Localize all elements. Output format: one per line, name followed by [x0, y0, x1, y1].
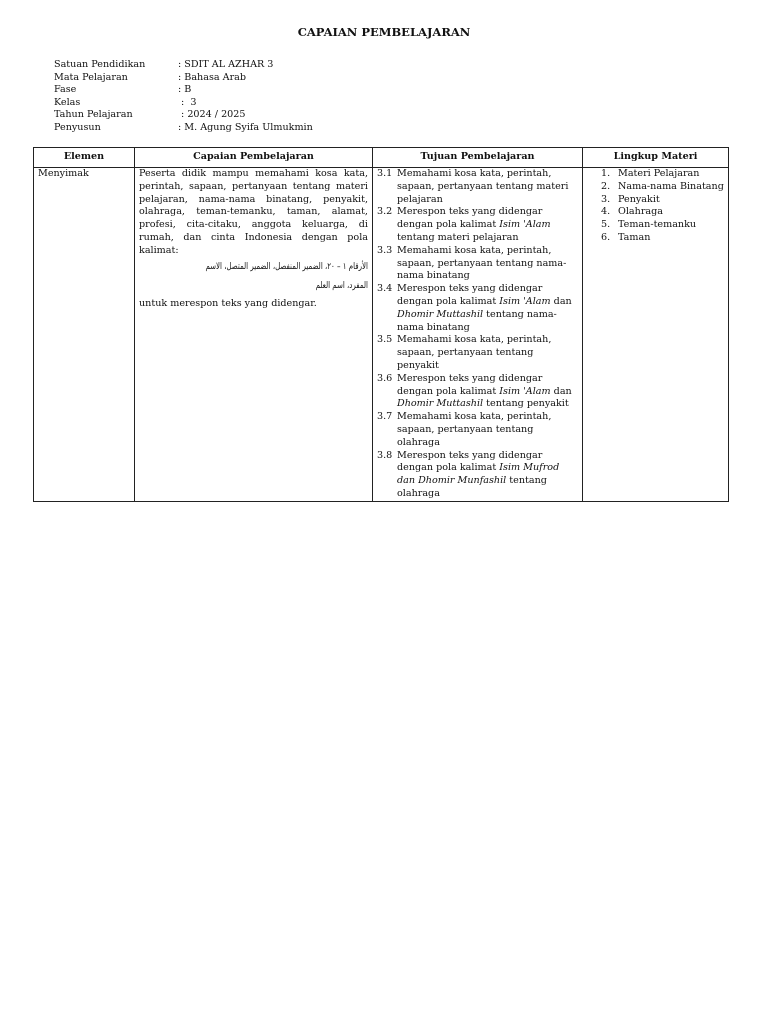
capaian-text: Peserta didik mampu memahami kosa kata, perintah, sapaan, pertanyaan tentang materi pelajaran, nama-nama binatang, penyakit, olahraga, teman-temanku, taman, alamat, profesi, cita-citaku, anggota keluarga, di rumah, dan cinta Indonesia dengan pola kalimat: [139, 168, 368, 256]
info-label: Mata Pelajaran [54, 71, 128, 83]
info-label: Tahun Pelajaran [54, 109, 133, 121]
info-value: : M. Agung Syifa Ulmukmin [178, 121, 313, 133]
tujuan-number: 3.2 [377, 206, 393, 218]
cell-lingkup [583, 168, 729, 502]
info-label: Satuan Pendidikan [54, 59, 146, 70]
arabic-pattern: الأرقام ١ – ٢٠، الضمير المنفصل، الضمير المتصل، الاسم المفرد، اسم العلم [205, 261, 368, 291]
tujuan-text: Merespon teks yang didengar dengan pola kalimat Isim Mufrod dan Dhomir Munfashil tentang olahraga [397, 449, 560, 499]
cell-capaian [135, 168, 373, 502]
info-row [54, 109, 313, 122]
lingkup-text: Taman [618, 231, 651, 243]
info-value: : Bahasa Arab [178, 71, 247, 83]
tujuan-number: 3.5 [377, 334, 393, 346]
info-row [54, 59, 313, 72]
lingkup-number: 2. [601, 180, 611, 192]
tujuan-number: 3.4 [377, 283, 393, 295]
lingkup-number: 4. [601, 206, 611, 218]
page-title: CAPAIAN PEMBELAJARAN [297, 25, 471, 39]
tujuan-number: 3.3 [377, 244, 393, 256]
lingkup-item [587, 206, 724, 219]
lingkup-item [587, 232, 724, 245]
tujuan-item [377, 334, 578, 372]
lingkup-list [587, 168, 724, 245]
tujuan-text: Merespon teks yang didengar dengan pola kalimat Isim 'Alam dan Dhomir Muttashil tentang nama-nama binatang [397, 283, 572, 333]
tujuan-number: 3.6 [377, 372, 393, 384]
document-info [54, 59, 313, 135]
info-label: Kelas [54, 96, 81, 108]
table-header-row [34, 148, 729, 168]
lingkup-text: Teman-temanku [618, 219, 697, 231]
info-label: Fase [54, 84, 77, 96]
lingkup-number: 5. [601, 219, 611, 231]
info-row [54, 122, 313, 135]
lingkup-item [587, 181, 724, 194]
tujuan-number: 3.1 [377, 168, 393, 179]
tujuan-item [377, 283, 578, 334]
tujuan-number: 3.7 [377, 411, 393, 423]
info-label: Penyusun [54, 121, 101, 133]
info-value: : B [178, 84, 192, 96]
tujuan-text: Merespon teks yang didengar dengan pola kalimat Isim 'Alam dan Dhomir Muttashil tentang penyakit [397, 372, 572, 410]
lingkup-text: Materi Pelajaran [618, 168, 700, 179]
tujuan-text: Memahami kosa kata, perintah, sapaan, pertanyaan tentang nama-nama binatang [397, 244, 567, 282]
tujuan-item [377, 450, 578, 501]
tujuan-item [377, 206, 578, 244]
info-value: : 3 [178, 96, 197, 108]
header-tujuan: Tujuan Pembelajaran [373, 148, 583, 168]
cell-tujuan [373, 168, 583, 502]
lingkup-text: Olahraga [618, 206, 663, 218]
tujuan-item [377, 168, 578, 206]
tujuan-item [377, 411, 578, 449]
info-value: : SDIT AL AZHAR 3 [178, 59, 274, 70]
lingkup-text: Nama-nama Binatang [618, 180, 724, 192]
tujuan-list [377, 168, 578, 501]
tujuan-number: 3.8 [377, 449, 393, 461]
info-row [54, 84, 313, 97]
tujuan-text: Merespon teks yang didengar dengan pola kalimat Isim 'Alam tentang materi pelajaran [397, 206, 551, 243]
lingkup-number: 6. [601, 231, 611, 243]
lingkup-text: Penyakit [618, 193, 660, 205]
lingkup-number: 3. [601, 193, 611, 205]
cell-elemen: Menyimak [34, 168, 135, 502]
tujuan-item [377, 373, 578, 411]
tujuan-text: Memahami kosa kata, perintah, sapaan, pertanyaan tentang penyakit [397, 334, 552, 371]
capaian-after: untuk merespon teks yang didengar. [139, 297, 317, 309]
header-lingkup: Lingkup Materi [583, 148, 729, 168]
header-elemen: Elemen [34, 148, 135, 168]
info-row [54, 97, 313, 110]
lingkup-item [587, 194, 724, 207]
tujuan-text: Memahami kosa kata, perintah, sapaan, pertanyaan tentang materi pelajaran [397, 168, 569, 205]
tujuan-item [377, 245, 578, 283]
info-value: : 2024 / 2025 [178, 109, 246, 121]
lingkup-number: 1. [601, 168, 611, 179]
lingkup-item [587, 219, 724, 232]
lingkup-item [587, 168, 724, 181]
header-capaian: Capaian Pembelajaran [135, 148, 373, 168]
info-row [54, 72, 313, 85]
capaian-table [33, 147, 729, 502]
tujuan-text: Memahami kosa kata, perintah, sapaan, pertanyaan tentang olahraga [397, 411, 552, 448]
table-row [34, 168, 729, 502]
